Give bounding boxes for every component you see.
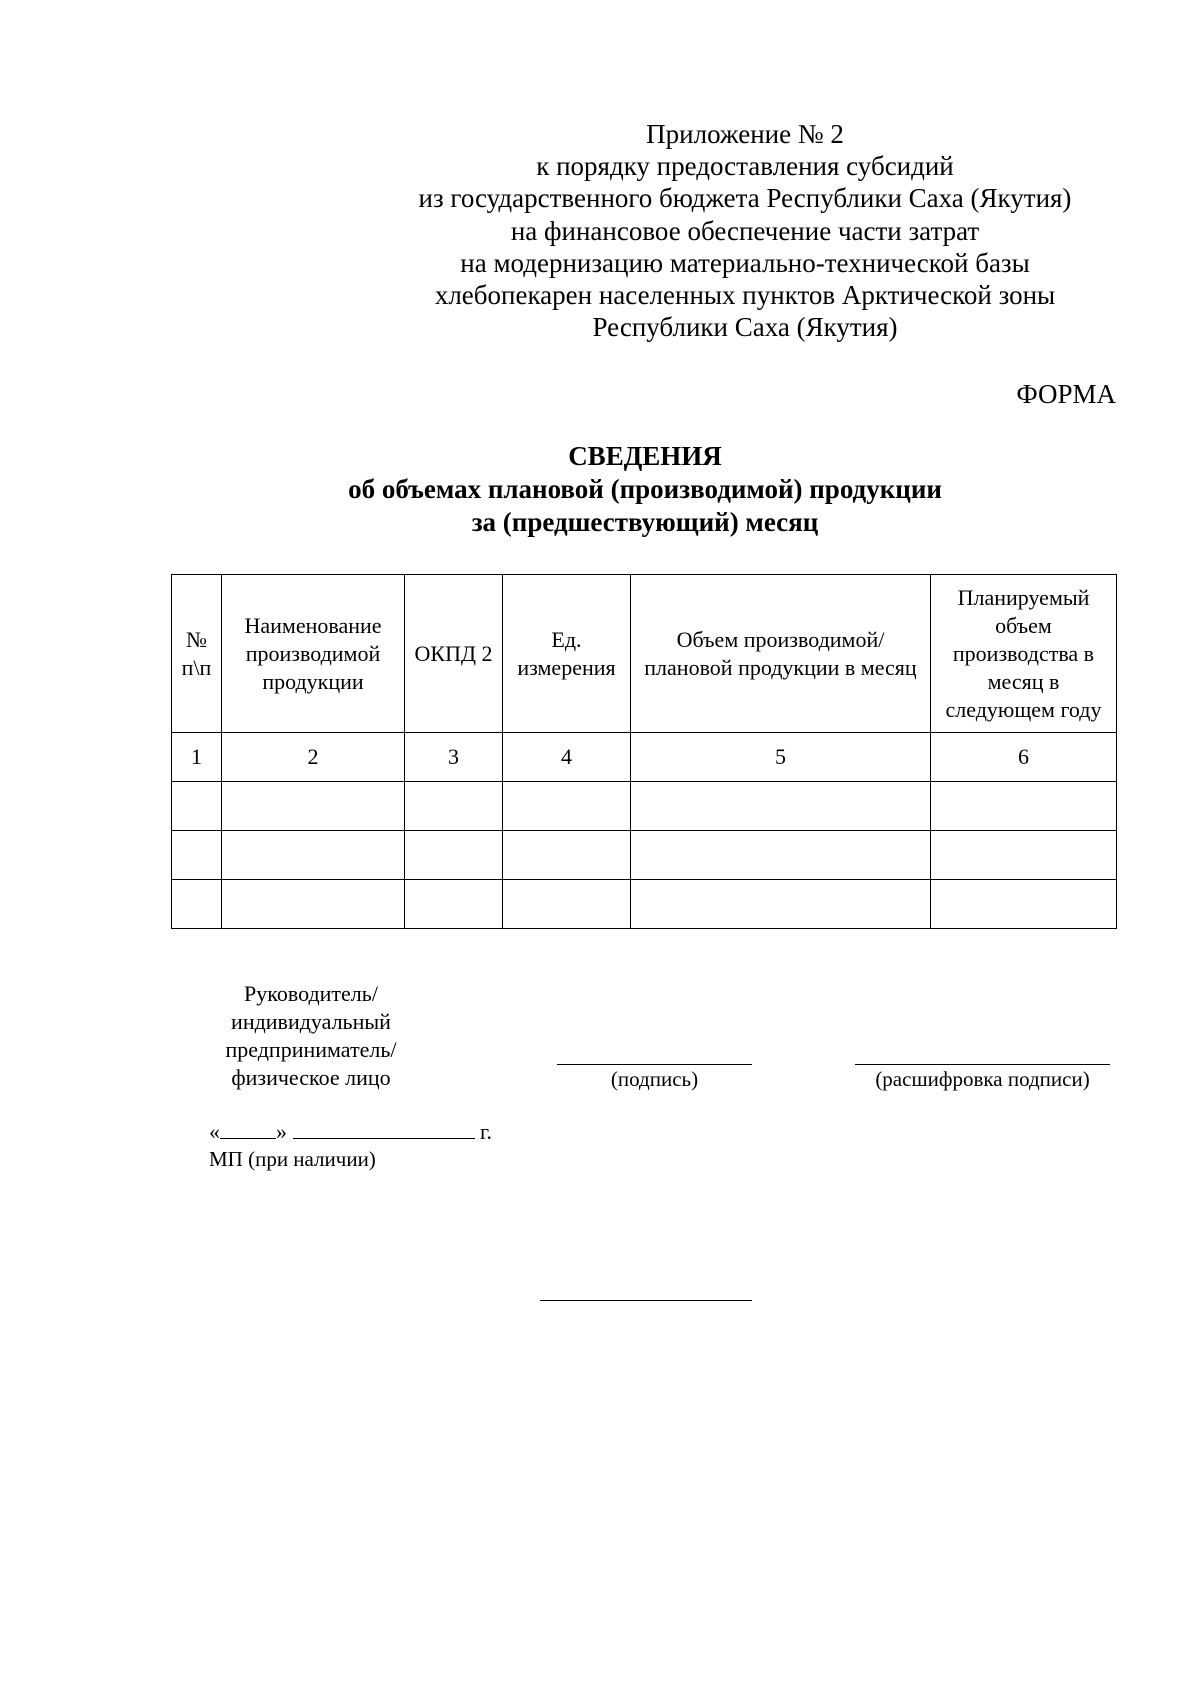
date-field	[209, 1118, 492, 1146]
production-table	[171, 574, 1117, 929]
table-row	[172, 880, 1117, 929]
table-cell[interactable]	[405, 880, 503, 929]
appendix-line: на модернизацию материально-технической базы	[460, 247, 1030, 278]
signature-transcript-line[interactable]	[855, 1064, 1110, 1065]
column-number: 2	[222, 733, 405, 782]
column-number: 6	[931, 733, 1117, 782]
date-open-quote: «	[209, 1119, 220, 1144]
appendix-line: к порядку предоставления субсидий	[536, 151, 954, 182]
table-cell[interactable]	[222, 831, 405, 880]
table-cell[interactable]	[503, 880, 631, 929]
table-cell[interactable]	[931, 782, 1117, 831]
document-heading	[240, 440, 1050, 539]
column-number: 1	[172, 733, 222, 782]
appendix-line: из государственного бюджета Республики Саха (Якутия)	[418, 183, 1072, 214]
table-cell[interactable]	[503, 782, 631, 831]
appendix-header	[390, 118, 1100, 343]
signer-role: Руководитель/ индивидуальный предприниматель/ физическое лицо	[225, 981, 397, 1090]
header-cell-unit: Ед. измерения	[503, 575, 631, 733]
table-cell[interactable]	[405, 782, 503, 831]
signature-caption: (подпись)	[610, 1067, 699, 1091]
appendix-line: хлебопекарен населенных пунктов Арктической зоны	[434, 280, 1056, 311]
heading-subtitle: об объемах плановой (производимой) продукции	[348, 474, 942, 504]
table-cell[interactable]	[172, 782, 222, 831]
header-cell-planned-volume: Планируемый объем производства в месяц в следующем году	[931, 575, 1117, 733]
table-cell[interactable]	[631, 831, 931, 880]
column-number: 5	[631, 733, 931, 782]
header-cell-monthly-volume: Объем производимой/плановой продукции в месяц	[631, 575, 931, 733]
table-cell[interactable]	[172, 831, 222, 880]
date-day-blank[interactable]	[220, 1118, 276, 1139]
appendix-line: Республики Саха (Якутия)	[592, 312, 898, 343]
table-row	[172, 782, 1117, 831]
stamp-note: МП (при наличии)	[209, 1147, 376, 1171]
table-cell[interactable]	[631, 782, 931, 831]
header-cell-number: № п\п	[172, 575, 222, 733]
table-cell[interactable]	[931, 831, 1117, 880]
heading-period: за (предшествующий) месяц	[471, 507, 819, 537]
date-month-blank[interactable]	[293, 1118, 475, 1139]
heading-title: СВЕДЕНИЯ	[568, 441, 722, 471]
table-cell[interactable]	[222, 782, 405, 831]
table-row	[172, 831, 1117, 880]
date-close-quote: »	[276, 1119, 287, 1144]
table-cell[interactable]	[931, 880, 1117, 929]
table-cell[interactable]	[631, 880, 931, 929]
header-cell-product-name: Наименование производимой продукции	[222, 575, 405, 733]
date-year-suffix: г.	[480, 1119, 493, 1144]
header-cell-okpd: ОКПД 2	[405, 575, 503, 733]
signature-transcript-caption: (расшифровка подписи)	[875, 1067, 1090, 1091]
column-number-row	[172, 733, 1117, 782]
table-header-row	[172, 575, 1117, 733]
table-cell[interactable]	[503, 831, 631, 880]
form-label: ФОРМА	[1016, 379, 1116, 409]
signature-line[interactable]	[557, 1064, 752, 1065]
table-cell[interactable]	[222, 880, 405, 929]
table-cell[interactable]	[405, 831, 503, 880]
appendix-line: на финансовое обеспечение части затрат	[510, 215, 980, 246]
appendix-line: Приложение № 2	[646, 119, 844, 149]
footer-divider	[540, 1300, 752, 1301]
column-number: 3	[405, 733, 503, 782]
table-cell[interactable]	[172, 880, 222, 929]
column-number: 4	[503, 733, 631, 782]
